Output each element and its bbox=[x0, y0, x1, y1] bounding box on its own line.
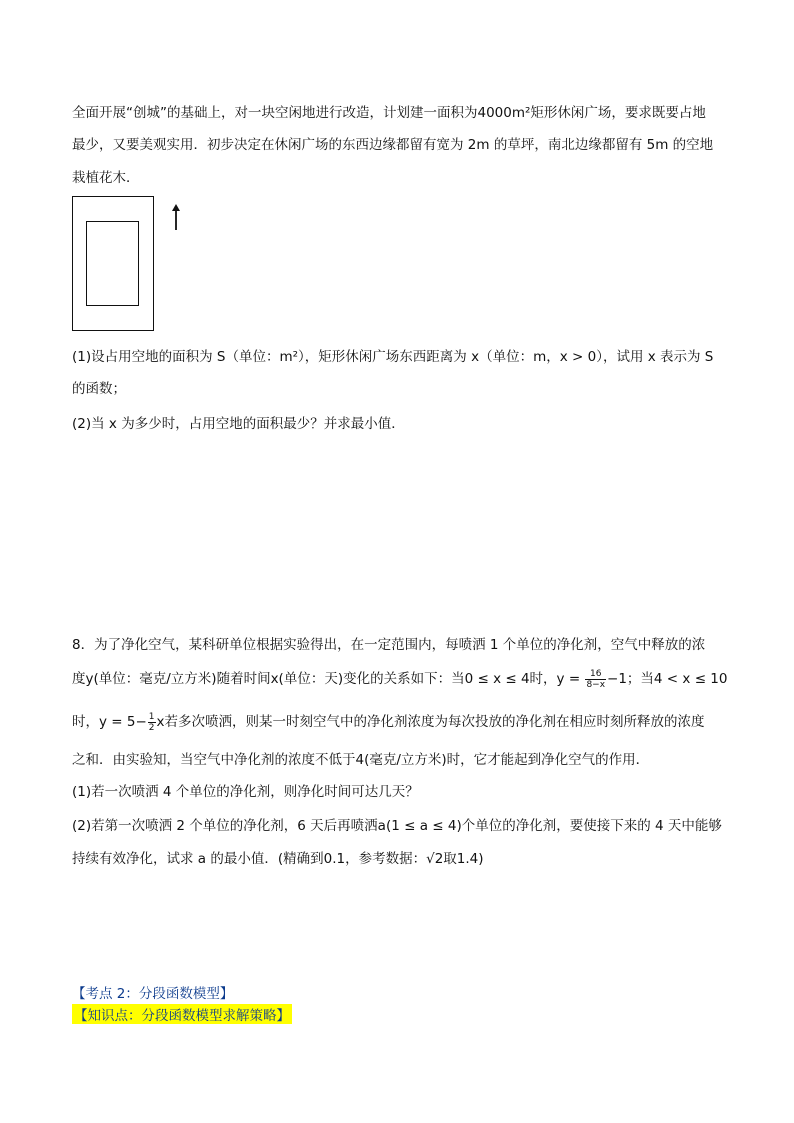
zhishi-heading: 【知识点：分段函数模型求解策略】 bbox=[72, 1004, 292, 1024]
q8-text-line-4: 之和．由实验知，当空气中净化剂的浓度不低于4(毫克/立方米)时，它才能起到净化空气的作用． bbox=[72, 752, 650, 768]
north-arrow-icon bbox=[170, 204, 182, 230]
q7-text-line-3: 栽植花木． bbox=[72, 170, 140, 186]
q8-line3-start: 时，y = 5− bbox=[72, 714, 147, 730]
q7-text-line-1: 全面开展“创城”的基础上，对一块空闲地进行改造，计划建一面积为4000m²矩形休闲广场，要求既要占地 bbox=[72, 105, 706, 121]
q8-line2-end: −1；当4 < x ≤ 10 bbox=[607, 671, 728, 687]
q8-line3-end: x若多次喷洒，则某一时刻空气中的净化剂浓度为每次投放的净化剂在相应时刻所释放的浓度 bbox=[156, 714, 705, 730]
fraction-denominator: 8−x bbox=[586, 679, 606, 690]
kaodian-heading: 【考点 2：分段函数模型】 bbox=[72, 986, 234, 1002]
q8-text-line-2 bbox=[72, 667, 727, 690]
fraction-16-over-8-minus-x bbox=[585, 669, 606, 690]
inner-rectangle bbox=[86, 221, 139, 306]
q8-sub1: (1)若一次喷洒 4 个单位的净化剂，则净化时间可达几天？ bbox=[72, 784, 419, 800]
q8-text-line-3 bbox=[72, 710, 705, 733]
fraction-denominator: 2 bbox=[148, 722, 155, 733]
q7-text-line-2: 最少，又要美观实用．初步决定在休闲广场的东西边缘都留有宽为 2m 的草坪，南北边缘都留有 5m 的空地 bbox=[72, 137, 714, 153]
q7-sub1-line-1: (1)设占用空地的面积为 S（单位：m²），矩形休闲广场东西距离为 x（单位：m，x > 0），试用 x 表示为 S bbox=[72, 349, 714, 365]
q8-text-line-1: 8．为了净化空气，某科研单位根据实验得出，在一定范围内，每喷洒 1 个单位的净化剂，空气中释放的浓 bbox=[72, 637, 706, 653]
plaza-diagram bbox=[72, 196, 156, 332]
fraction-numerator: 1 bbox=[148, 711, 155, 722]
fraction-numerator: 16 bbox=[585, 669, 606, 680]
q8-line2-start: 度y(单位：毫克/立方米)随着时间x(单位：天)变化的关系如下：当0 ≤ x ≤ 4时，y = bbox=[72, 671, 585, 687]
q8-sub2-line-1: (2)若第一次喷洒 2 个单位的净化剂，6 天后再喷洒a(1 ≤ a ≤ 4)个单位的净化剂，要使接下来的 4 天中能够 bbox=[72, 818, 722, 834]
q7-sub2: (2)当 x 为多少时，占用空地的面积最少？并求最小值． bbox=[72, 416, 405, 432]
q8-sub2-line-2: 持续有效净化，试求 a 的最小值．(精确到0.1，参考数据：√2取1.4) bbox=[72, 851, 484, 867]
q7-sub1-line-2: 的函数； bbox=[72, 381, 126, 397]
fraction-1-over-2 bbox=[148, 712, 156, 733]
